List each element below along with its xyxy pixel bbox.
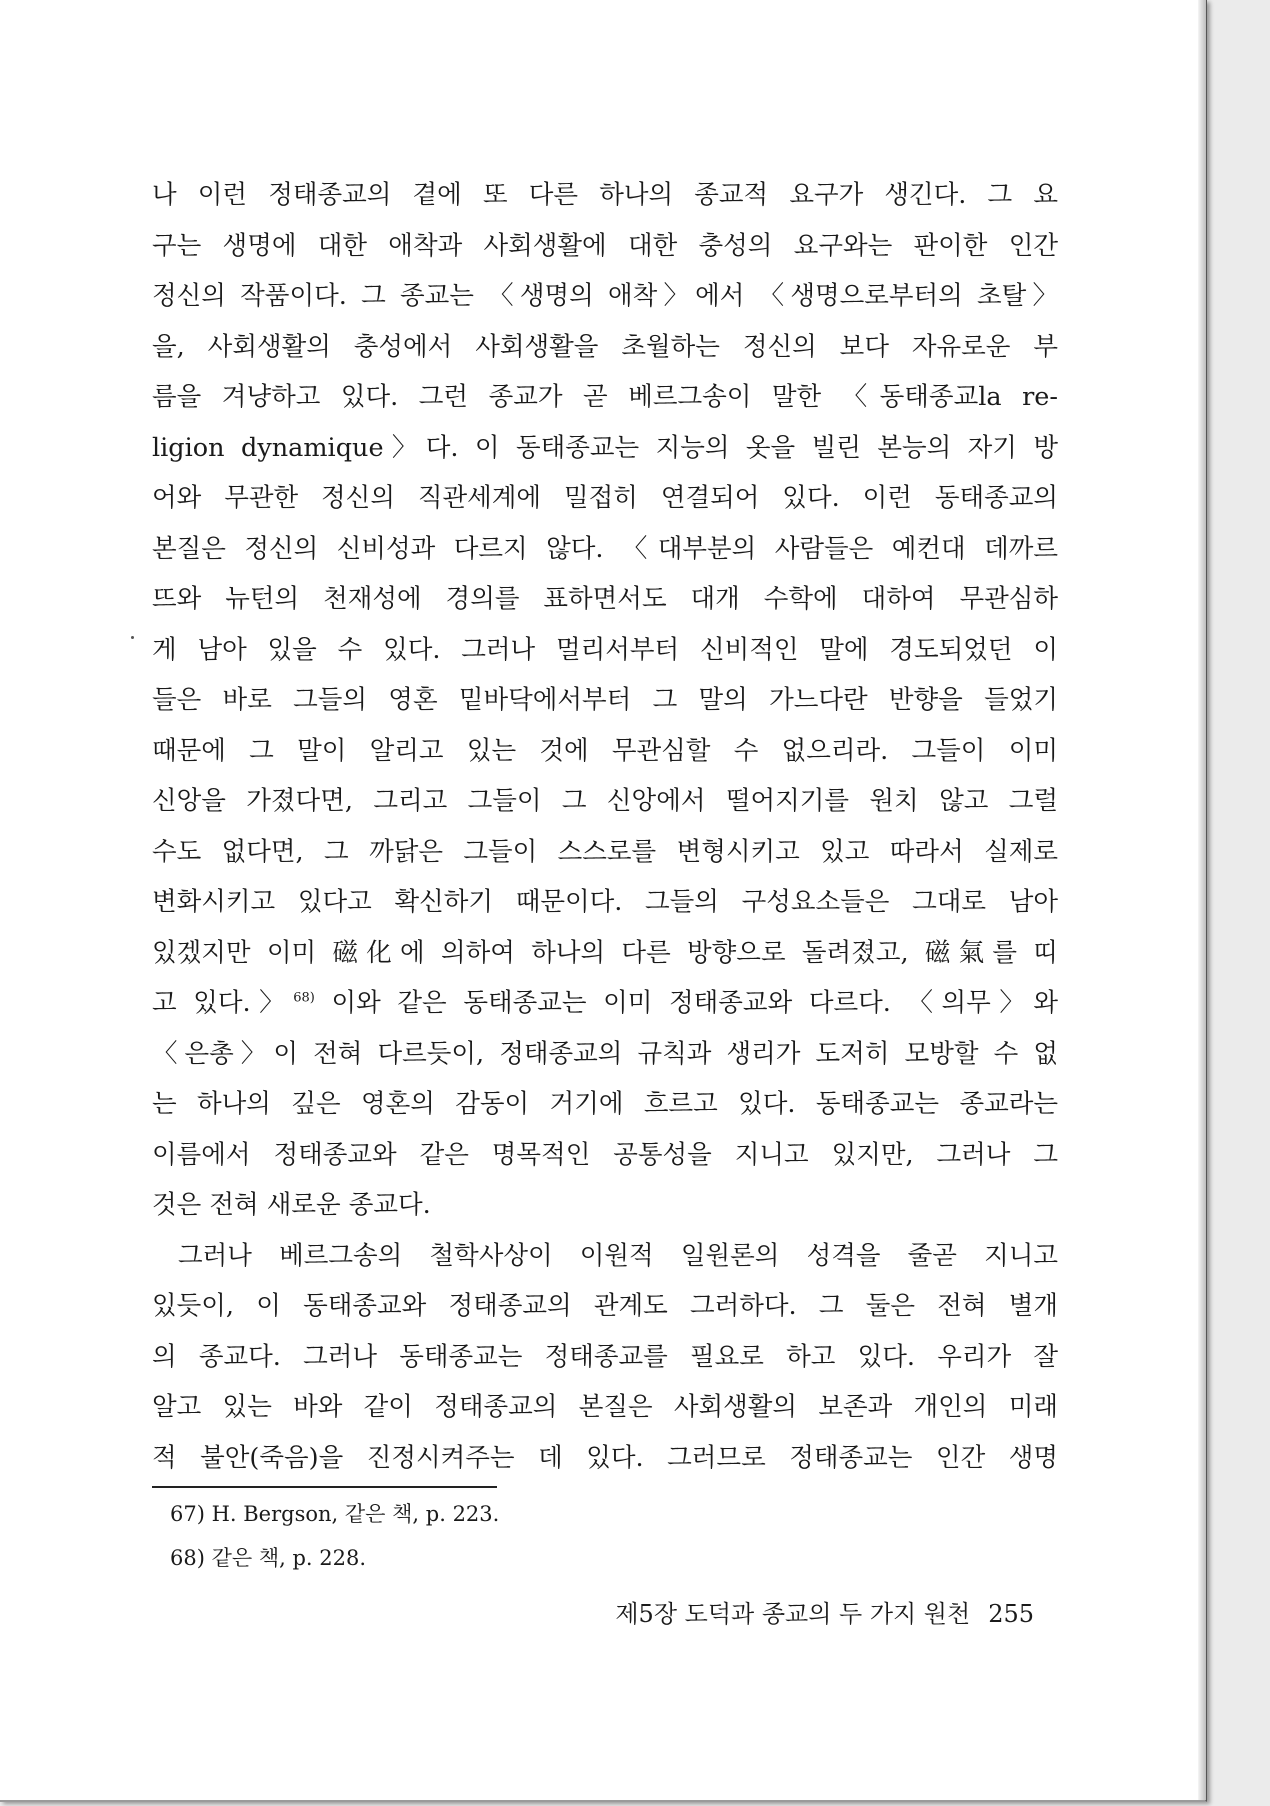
text-line: 신앙을 가졌다면, 그리고 그들이 그 신앙에서 떨어지기를 원치 않고 그럴 [152, 786, 1058, 816]
footnote-reference: 68) [293, 990, 315, 1006]
footnote: 68) 같은 책, p. 228. [170, 1546, 367, 1570]
footnotes [170, 1492, 499, 1580]
text-line: 는 하나의 깊은 영혼의 감동이 거기에 흐르고 있다. 동태종교는 종교라는 [152, 1089, 1058, 1119]
running-title: 제5장 도덕과 종교의 두 가지 원천 [615, 1600, 971, 1628]
text-line: 뜨와 뉴턴의 천재성에 경의를 표하면서도 대개 수학에 대하여 무관심하 [152, 584, 1058, 614]
footnote-divider [152, 1486, 497, 1488]
text-segment: 이와 같은 동태종교는 이미 정태종교와 다르다. 〈의무〉와 [314, 988, 1058, 1018]
text-line: 의 종교다. 그러나 동태종교는 정태종교를 필요로 하고 있다. 우리가 잘 [152, 1341, 1058, 1372]
text-line: 것은 전혀 새로운 종교다. [152, 1190, 431, 1220]
stray-mark [131, 636, 134, 639]
text-line: 알고 있는 바와 같이 정태종교의 본질은 사회생활의 보존과 개인의 미래 [152, 1392, 1058, 1422]
text-line: 수도 없다면, 그 까닭은 그들이 스스로를 변형시키고 있고 따라서 실제로 [152, 836, 1058, 867]
body-text [152, 170, 1058, 1483]
text-line: 이름에서 정태종교와 같은 명목적인 공통성을 지니고 있지만, 그러나 그 [152, 1139, 1058, 1170]
text-line: ligion dynamique〉다. 이 동태종교는 지능의 옷을 빌린 본능의 자기 방 [152, 432, 1058, 463]
text-line: 구는 생명에 대한 애착과 사회생활에 대한 충성의 요구와는 판이한 인간 [152, 230, 1058, 261]
text-line-with-footnote-ref [152, 978, 1058, 1029]
text-segment: 고 있다.〉 [152, 988, 294, 1018]
text-line: 그러나 베르그송의 철학사상이 이원적 일원론의 성격을 줄곧 지니고 [178, 1240, 1058, 1271]
text-line: 정신의 작품이다. 그 종교는 〈생명의 애착〉에서 〈생명으로부터의 초탈〉 [152, 281, 1058, 311]
text-line: 있겠지만 이미 磁化에 의하여 하나의 다른 방향으로 돌려졌고, 磁氣를 띠 [152, 937, 1058, 968]
text-line: 들은 바로 그들의 영혼 밑바닥에서부터 그 말의 가느다란 반향을 들었기 [152, 685, 1058, 715]
page-edge-shadow [1198, 0, 1206, 1800]
text-line: 게 남아 있을 수 있다. 그러나 멀리서부터 신비적인 말에 경도되었던 이 [152, 634, 1058, 665]
text-line: 을, 사회생활의 충성에서 사회생활을 초월하는 정신의 보다 자유로운 부 [152, 331, 1058, 362]
text-line: 나 이런 정태종교의 곁에 또 다른 하나의 종교적 요구가 생긴다. 그 요 [152, 180, 1058, 210]
text-line: 름을 겨냥하고 있다. 그런 종교가 곧 베르그송이 말한 〈동태종교la re- [152, 382, 1058, 412]
page-number: 255 [988, 1600, 1034, 1628]
page-footer [548, 1594, 1034, 1629]
text-line: 적 불안(죽음)을 진정시켜주는 데 있다. 그러므로 정태종교는 인간 생명 [152, 1442, 1058, 1473]
text-line: 어와 무관한 정신의 직관세계에 밀접히 연결되어 있다. 이런 동태종교의 [152, 483, 1058, 513]
text-line: 본질은 정신의 신비성과 다르지 않다. 〈대부분의 사람들은 예컨대 데까르 [152, 533, 1058, 564]
text-line: 변화시키고 있다고 확신하기 때문이다. 그들의 구성요소들은 그대로 남아 [152, 887, 1058, 917]
footnote: 67) H. Bergson, 같은 책, p. 223. [170, 1502, 500, 1526]
text-line: 때문에 그 말이 알리고 있는 것에 무관심할 수 없으리라. 그들이 이미 [152, 735, 1058, 766]
text-line: 〈은총〉이 전혀 다르듯이, 정태종교의 규칙과 생리가 도저히 모방할 수 없 [152, 1038, 1058, 1069]
text-line: 있듯이, 이 동태종교와 정태종교의 관계도 그러하다. 그 둘은 전혀 별개 [152, 1291, 1058, 1321]
